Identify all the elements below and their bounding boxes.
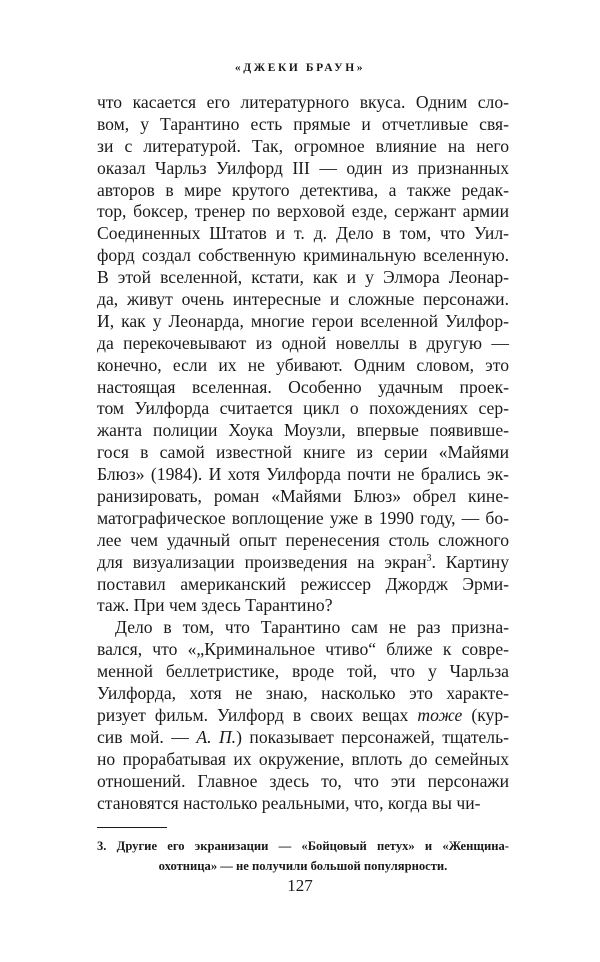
- text-line: И, как у Леонарда, многие герои вселенной Уилфор-: [97, 310, 509, 331]
- text-segment: ) показывает персонажей, тщатель-: [236, 726, 509, 747]
- text-line: настоящая вселенная. Особенно удачным проек-: [97, 376, 509, 397]
- text-line: [97, 727, 509, 749]
- text-line: оказал Чарльз Уилфорд III — один из признанных: [97, 157, 509, 178]
- text-segment: . Картину: [431, 551, 509, 572]
- text-line: лее чем удачный опыт перенесения столь сложного: [97, 529, 509, 550]
- footnote-line: охотница» — не получили большой популярности.: [158, 859, 448, 873]
- text-segment: для визуализации произведения на экран: [97, 551, 427, 572]
- text-line: отношений. Главное здесь то, что эти персонажи: [97, 770, 509, 791]
- text-line: таж. При чем здесь Тарантино?: [97, 595, 333, 616]
- text-line: гося в самой известной книге из серии «Майями: [97, 442, 509, 463]
- text-line: [97, 552, 509, 574]
- text-line: В этой вселенной, кстати, как и у Элмора Леонар-: [97, 267, 509, 288]
- text-line: что касается его литературного вкуса. Одним сло-: [97, 92, 509, 112]
- text-line: вался, что «„Криминальное чтиво“ ближе к совре-: [97, 639, 509, 660]
- text-line: вом, у Тарантино есть прямые и отчетливые свя-: [97, 113, 509, 134]
- text-line: ранизировать, роман «Майями Блюз» обрел кине-: [97, 486, 509, 507]
- text-line: конечно, если их не убивают. Одним словом, это: [97, 354, 509, 375]
- italic-text: тоже: [417, 704, 463, 725]
- footnote-divider: [97, 827, 167, 828]
- text-line: Уилфорда, хотя не знаю, насколько это характе-: [97, 683, 509, 704]
- footnote-line: 3. Другие его экранизации — «Бойцовый петух» и «Женщина-: [97, 839, 509, 853]
- text-line: том Уилфорда считается цикл о похождениях сер-: [97, 398, 509, 419]
- footnote: [97, 836, 509, 876]
- text-line: поставил американский режиссер Джордж Эрми-: [97, 573, 509, 594]
- text-line: форд создал собственную криминальную вселенную.: [97, 245, 509, 266]
- text-line: менной беллетристике, вроде той, что у Чарльза: [97, 661, 509, 682]
- text-line: Блюз» (1984). И хотя Уилфорда почти не брались эк-: [97, 464, 509, 485]
- text-line: тор, боксер, тренер по верховой езде, сержант армии: [97, 201, 509, 222]
- text-segment: сив мой. —: [97, 726, 197, 747]
- text-line: но прорабатывая их окружение, вплоть до семейных: [97, 748, 509, 769]
- text-line: авторов в мире крутого детектива, а также редак-: [97, 179, 509, 200]
- text-line: Соединенных Штатов и т. д. Дело в том, что Уил-: [97, 223, 509, 244]
- text-line: да, живут очень интересные и сложные персонажи.: [97, 289, 509, 310]
- text-segment: ризует фильм. Уилфорд в своих вещах: [97, 704, 418, 725]
- text-line: да перекочевывают из одной новеллы в другую —: [97, 332, 509, 353]
- running-head: «ДЖЕКИ БРАУН»: [234, 62, 366, 74]
- text-line: [97, 705, 509, 727]
- body-text: [97, 92, 509, 814]
- text-line: зи с литературой. Так, огромное влияние на него: [97, 135, 509, 156]
- footnote-ref: 3: [426, 552, 432, 564]
- text-line: матографическое воплощение уже в 1990 году, — бо-: [97, 507, 509, 528]
- text-segment: (кур-: [462, 704, 509, 725]
- page-number: 127: [287, 876, 313, 895]
- text-line: жанта полиции Хоука Моузли, впервые появивше-: [97, 420, 509, 441]
- italic-text: А. П.: [196, 726, 237, 747]
- text-line: Дело в том, что Тарантино сам не раз призна-: [115, 617, 509, 638]
- text-line: становятся настолько реальными, что, когда вы чи-: [97, 792, 481, 813]
